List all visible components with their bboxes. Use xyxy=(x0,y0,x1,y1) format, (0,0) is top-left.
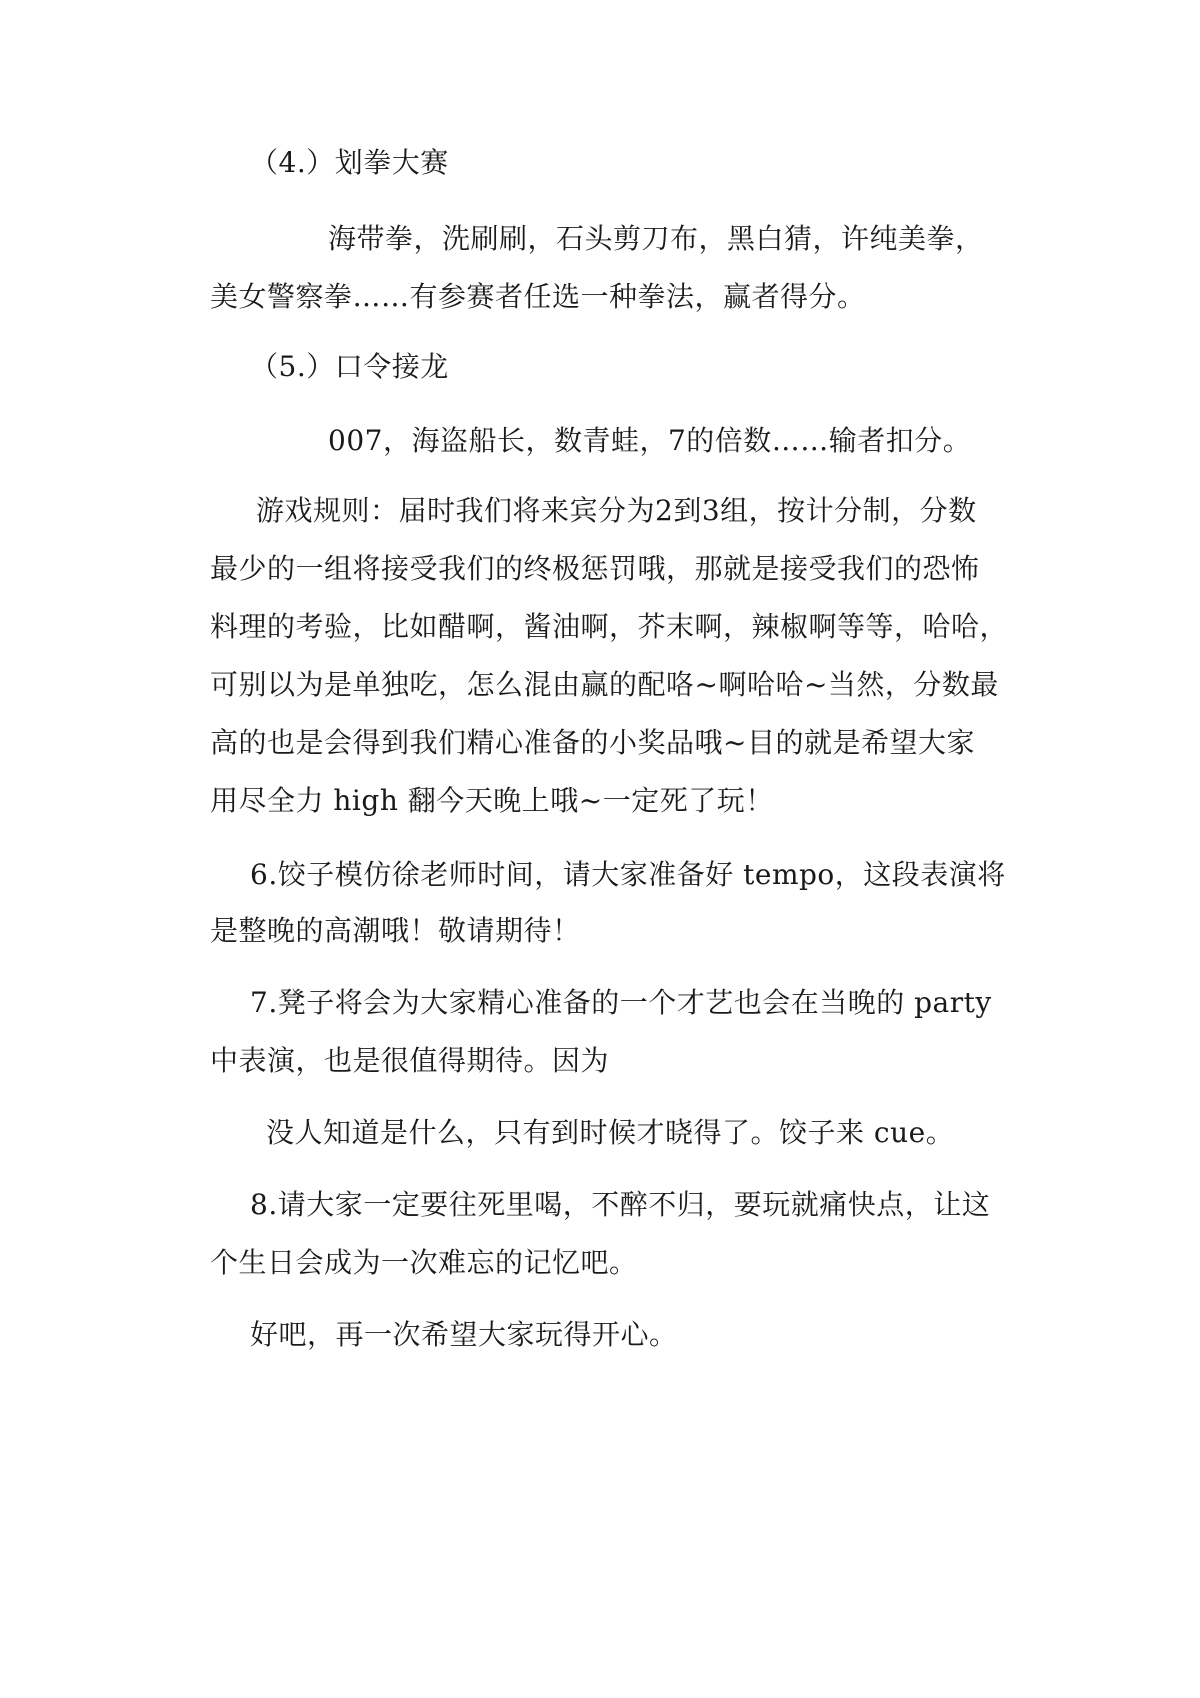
paragraph-line: 个生日会成为一次难忘的记忆吧。 xyxy=(210,1246,638,1279)
paragraph-line: 可别以为是单独吃，怎么混由赢的配咯~啊哈哈~当然，分数最 xyxy=(210,668,999,701)
heading-password-relay: （5.）口令接龙 xyxy=(250,350,449,383)
paragraph-line: 是整晚的高潮哦！敬请期待！ xyxy=(210,914,581,947)
paragraph-line: 好吧，再一次希望大家玩得开心。 xyxy=(250,1318,678,1351)
paragraph-line: 最少的一组将接受我们的终极惩罚哦，那就是接受我们的恐怖 xyxy=(210,552,980,585)
paragraph-line: 7.凳子将会为大家精心准备的一个才艺也会在当晚的 party xyxy=(250,986,992,1019)
paragraph-line: 中表演，也是很值得期待。因为 xyxy=(210,1044,610,1077)
paragraph-line: 料理的考验，比如醋啊，酱油啊，芥末啊，辣椒啊等等，哈哈， xyxy=(210,610,1009,643)
paragraph-line: 8.请大家一定要往死里喝，不醉不归，要玩就痛快点，让这 xyxy=(250,1188,991,1221)
paragraph-line: 游戏规则：届时我们将来宾分为2到3组，按计分制，分数 xyxy=(256,494,977,527)
paragraph-line: 用尽全力 high 翻今天晚上哦~一定死了玩！ xyxy=(210,784,774,817)
paragraph-line: 007，海盗船长，数青蛙，7的倍数……输者扣分。 xyxy=(328,424,972,457)
paragraph-line: 6.饺子模仿徐老师时间，请大家准备好 tempo，这段表演将 xyxy=(250,858,1006,891)
heading-finger-guessing: （4.）划拳大赛 xyxy=(250,146,449,179)
paragraph-line: 高的也是会得到我们精心准备的小奖品哦~目的就是希望大家 xyxy=(210,726,975,759)
paragraph-line: 海带拳，洗刷刷，石头剪刀布，黑白猜，许纯美拳， xyxy=(328,222,984,255)
paragraph-line: 没人知道是什么，只有到时候才晓得了。饺子来 cue。 xyxy=(266,1116,955,1149)
paragraph-line: 美女警察拳……有参赛者任选一种拳法，赢者得分。 xyxy=(210,280,866,313)
